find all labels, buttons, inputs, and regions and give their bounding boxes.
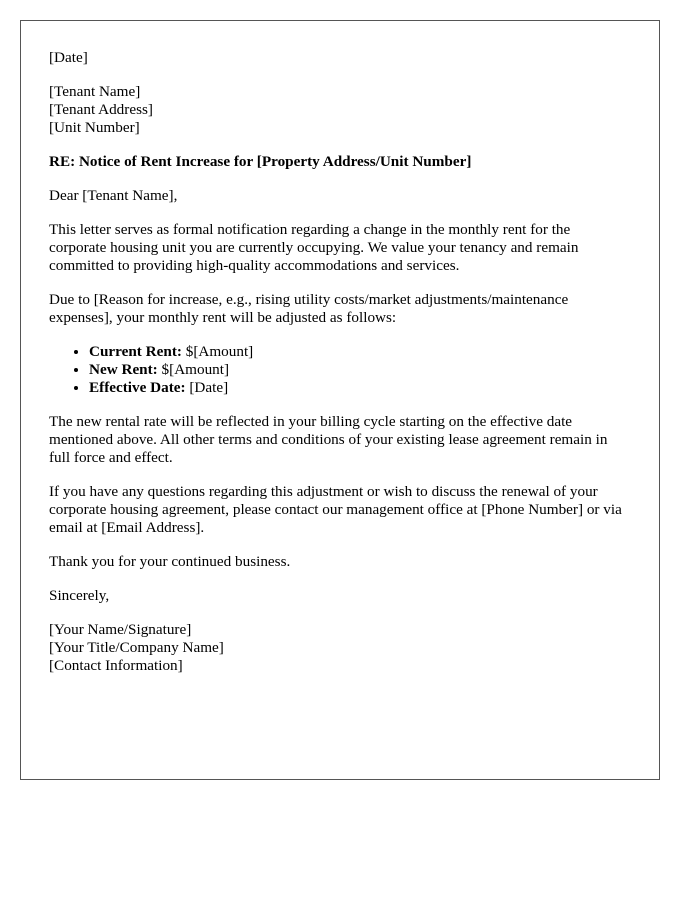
paragraph-contact: If you have any questions regarding this adjustment or wish to discuss the renewal of your corporate housing agreement, please contact our management office at [Phone Number] or via email at [Email Address]. <box>49 483 622 536</box>
list-item-new-rent <box>89 361 631 379</box>
list-item-effective-date <box>89 379 631 397</box>
signoff: Sincerely, <box>49 587 110 604</box>
new-rent-value: $[Amount] <box>157 361 230 378</box>
paragraph-reason: Due to [Reason for increase, e.g., rising utility costs/market adjustments/maintenance expenses], your monthly rent will be adjusted as follows: <box>49 291 569 326</box>
paragraph-notification: This letter serves as formal notification regarding a change in the monthly rent for the corporate housing unit you are currently occupying. We value your tenancy and remain committed to providing high-quality accommodations and services. <box>49 221 579 274</box>
effective-date-label: Effective Date: <box>89 379 186 396</box>
letter-date: [Date] <box>49 49 88 66</box>
subject-line: RE: Notice of Rent Increase for [Property Address/Unit Number] <box>49 153 472 170</box>
recipient-block <box>49 83 631 137</box>
rent-details-list <box>49 343 631 397</box>
recipient-unit: [Unit Number] <box>49 119 140 136</box>
recipient-name: [Tenant Name] <box>49 83 141 100</box>
signature-title: [Your Title/Company Name] <box>49 639 224 656</box>
new-rent-label: New Rent: <box>89 361 158 378</box>
list-item-current-rent <box>89 343 631 361</box>
current-rent-value: $[Amount] <box>181 343 254 360</box>
signature-block <box>49 621 631 675</box>
signature-contact: [Contact Information] <box>49 657 183 674</box>
salutation: Dear [Tenant Name], <box>49 187 178 204</box>
letter-document <box>20 20 660 780</box>
date-block <box>49 49 631 67</box>
paragraph-billing: The new rental rate will be reflected in your billing cycle starting on the effective date mentioned above. All other terms and conditions of your existing lease agreement remain in full force and effect. <box>49 413 608 466</box>
effective-date-value: [Date] <box>185 379 229 396</box>
signature-name: [Your Name/Signature] <box>49 621 192 638</box>
recipient-address: [Tenant Address] <box>49 101 153 118</box>
closing-thanks: Thank you for your continued business. <box>49 553 291 570</box>
current-rent-label: Current Rent: <box>89 343 182 360</box>
